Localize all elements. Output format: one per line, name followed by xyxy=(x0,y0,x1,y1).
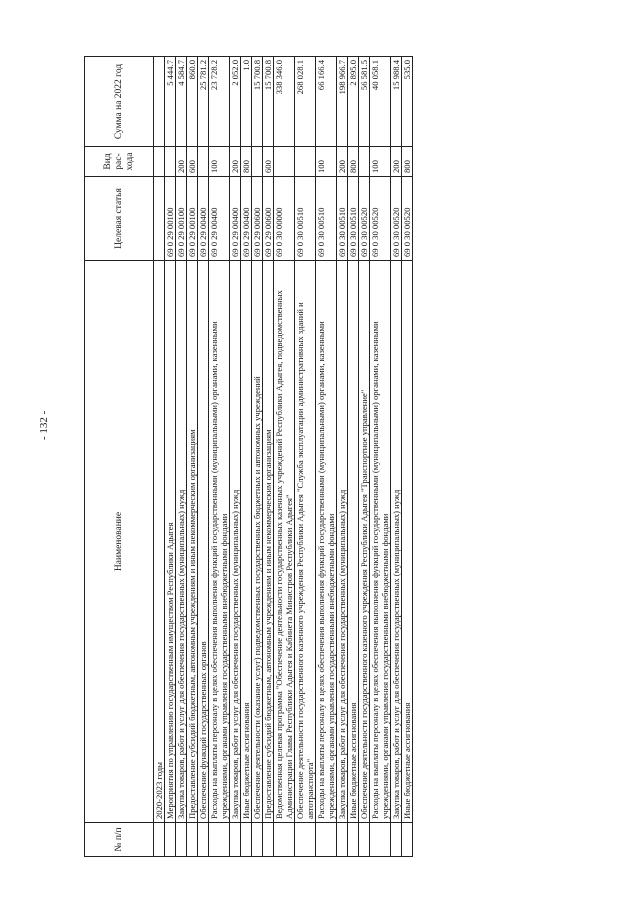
cell-sum: 4 584.7 xyxy=(176,57,187,147)
cell-num xyxy=(316,823,337,857)
cell-name: Закупка товаров, работ и услуг для обеспечения государственных (муниципальных) нужд xyxy=(176,261,187,823)
table-row xyxy=(402,57,413,857)
table-row xyxy=(154,57,165,857)
cell-num xyxy=(359,823,370,857)
table-row xyxy=(370,57,391,857)
cell-expense-type xyxy=(295,147,316,177)
cell-target-article: 69 0 29 00600 xyxy=(263,177,274,261)
cell-target-article: 69 0 30 00510 xyxy=(295,177,316,261)
cell-target-article: 69 0 30 00510 xyxy=(316,177,337,261)
cell-sum: 66 166.4 xyxy=(316,57,337,147)
table-row xyxy=(263,57,274,857)
cell-name: Иные бюджетные ассигнования xyxy=(402,261,413,823)
cell-name: Закупка товаров, работ и услуг для обеспечения государственных (муниципальных) нужд xyxy=(391,261,402,823)
cell-name: Предоставление субсидий бюджетным, автономным учреждениям и иным некоммерческим организациям xyxy=(263,261,274,823)
cell-name: Обеспечение деятельности (оказание услуг) подведомственных государственных бюджетных и автономных учреждений xyxy=(252,261,263,823)
cell-expense-type xyxy=(198,147,209,177)
cell-num xyxy=(230,823,241,857)
cell-sum: 338 346.0 xyxy=(274,57,295,147)
cell-expense-type: 800 xyxy=(241,147,252,177)
cell-num xyxy=(176,823,187,857)
cell-name: Обеспечение деятельности государственного казенного учреждения Республики Адыгея "Служба эксплуатации административных зданий и автотранспорта" xyxy=(295,261,316,823)
cell-num xyxy=(241,823,252,857)
header-sum-2022: Сумма на 2022 год xyxy=(85,57,154,147)
cell-num xyxy=(165,823,176,857)
cell-num xyxy=(402,823,413,857)
cell-name: Расходы на выплаты персоналу в целях обеспечения выполнения функций государственными (муниципальными) органами, казенными учреждениями, органами управления государственными внебюджетными фондами xyxy=(209,261,230,823)
budget-table xyxy=(84,56,413,857)
cell-name: Обеспечение деятельности государственного казенного учреждения Республики Адыгея "Транспортное управление" xyxy=(359,261,370,823)
cell-target-article: 69 0 29 00100 xyxy=(165,177,176,261)
cell-expense-type xyxy=(252,147,263,177)
cell-sum: 2 052.0 xyxy=(230,57,241,147)
cell-num xyxy=(198,823,209,857)
cell-expense-type: 100 xyxy=(209,147,230,177)
cell-num xyxy=(209,823,230,857)
cell-name: Мероприятия по управлению государственным имуществом Республики Адыгея xyxy=(165,261,176,823)
table-row xyxy=(176,57,187,857)
cell-target-article: 69 0 29 00400 xyxy=(241,177,252,261)
cell-expense-type: 100 xyxy=(316,147,337,177)
cell-target-article: 69 0 29 00100 xyxy=(187,177,198,261)
cell-num xyxy=(391,823,402,857)
table-row xyxy=(295,57,316,857)
cell-target-article: 69 0 29 00600 xyxy=(252,177,263,261)
table-row xyxy=(391,57,402,857)
cell-sum: 535.0 xyxy=(402,57,413,147)
cell-sum: 56 581.5 xyxy=(359,57,370,147)
table-row xyxy=(230,57,241,857)
cell-expense-type: 200 xyxy=(230,147,241,177)
cell-target-article: 69 0 30 00520 xyxy=(370,177,391,261)
cell-sum: 2 895.0 xyxy=(348,57,359,147)
cell-expense-type: 800 xyxy=(348,147,359,177)
table-row xyxy=(359,57,370,857)
budget-table-container xyxy=(84,57,413,857)
cell-name: Иные бюджетные ассигнования xyxy=(348,261,359,823)
cell-expense-type: 600 xyxy=(187,147,198,177)
cell-name: Закупка товаров, работ и услуг для обеспечения государственных (муниципальных) нужд xyxy=(230,261,241,823)
cell-target-article: 69 0 30 00520 xyxy=(391,177,402,261)
cell-expense-type: 200 xyxy=(176,147,187,177)
cell-expense-type xyxy=(274,147,295,177)
cell-sum: 15 700.8 xyxy=(263,57,274,147)
cell-sum: 5 444.7 xyxy=(165,57,176,147)
cell-sum: 268 028.1 xyxy=(295,57,316,147)
cell-name: Закупка товаров, работ и услуг для обеспечения государственных (муниципальных) нужд xyxy=(337,261,348,823)
cell-target-article: 69 0 30 00000 xyxy=(274,177,295,261)
table-body xyxy=(154,57,413,857)
cell-expense-type: 100 xyxy=(370,147,391,177)
cell-sum: 15 700.8 xyxy=(252,57,263,147)
table-row xyxy=(252,57,263,857)
cell-expense-type xyxy=(154,147,165,177)
cell-num xyxy=(274,823,295,857)
table-row xyxy=(337,57,348,857)
cell-num xyxy=(252,823,263,857)
cell-target-article: 69 0 30 00520 xyxy=(402,177,413,261)
cell-target-article: 69 0 30 00510 xyxy=(348,177,359,261)
cell-name: Расходы на выплаты персоналу в целях обеспечения выполнения функций государственными (муниципальными) органами, казенными учреждениями, органами управления государственными внебюджетными фондами xyxy=(316,261,337,823)
cell-sum xyxy=(154,57,165,147)
cell-name: Предоставление субсидий бюджетным, автономным учреждениям и иным некоммерческим организациям xyxy=(187,261,198,823)
table-header-row xyxy=(85,57,154,857)
header-name: Наименование xyxy=(85,261,154,823)
cell-sum: 1.0 xyxy=(241,57,252,147)
cell-num xyxy=(337,823,348,857)
cell-expense-type: 800 xyxy=(402,147,413,177)
cell-target-article: 69 0 29 00400 xyxy=(230,177,241,261)
table-row xyxy=(187,57,198,857)
cell-expense-type: 600 xyxy=(263,147,274,177)
table-row xyxy=(316,57,337,857)
cell-expense-type xyxy=(359,147,370,177)
cell-sum: 23 728.2 xyxy=(209,57,230,147)
cell-sum: 860.0 xyxy=(187,57,198,147)
cell-sum: 40 058.1 xyxy=(370,57,391,147)
cell-sum: 15 988.4 xyxy=(391,57,402,147)
cell-name: 2020-2023 годы xyxy=(154,261,165,823)
cell-num xyxy=(187,823,198,857)
cell-target-article: 69 0 30 00520 xyxy=(359,177,370,261)
cell-name: Ведомственная целевая программа "Обеспечение деятельности государственных казенных учреждений Республики Адыгея, подведомственных Администрации Главы Республики Адыгея и Кабинета Министров Республики Адыгея" xyxy=(274,261,295,823)
cell-target-article: 69 0 29 00400 xyxy=(198,177,209,261)
table-row xyxy=(348,57,359,857)
cell-expense-type: 200 xyxy=(391,147,402,177)
header-target-article: Целевая статья xyxy=(85,177,154,261)
table-row xyxy=(241,57,252,857)
header-num: № п/п xyxy=(85,823,154,857)
table-row xyxy=(209,57,230,857)
cell-sum: 25 781.2 xyxy=(198,57,209,147)
cell-num xyxy=(263,823,274,857)
table-row xyxy=(198,57,209,857)
cell-num xyxy=(370,823,391,857)
cell-name: Иные бюджетные ассигнования xyxy=(241,261,252,823)
table-row xyxy=(165,57,176,857)
cell-target-article xyxy=(154,177,165,261)
cell-num xyxy=(295,823,316,857)
cell-target-article: 69 0 30 00510 xyxy=(337,177,348,261)
cell-name: Обеспечение функций государственных органов xyxy=(198,261,209,823)
cell-target-article: 69 0 29 00100 xyxy=(176,177,187,261)
page-number: - 132 - xyxy=(38,410,50,440)
cell-target-article: 69 0 29 00400 xyxy=(209,177,230,261)
cell-num xyxy=(348,823,359,857)
cell-num xyxy=(154,823,165,857)
cell-sum: 198 966.7 xyxy=(337,57,348,147)
cell-expense-type xyxy=(165,147,176,177)
table-row xyxy=(274,57,295,857)
cell-expense-type: 200 xyxy=(337,147,348,177)
header-expense-type: Вид рас-хода xyxy=(85,147,154,177)
cell-name: Расходы на выплаты персоналу в целях обеспечения выполнения функций государственными (муниципальными) органами, казенными учреждениями, органами управления государственными внебюджетными фондами xyxy=(370,261,391,823)
